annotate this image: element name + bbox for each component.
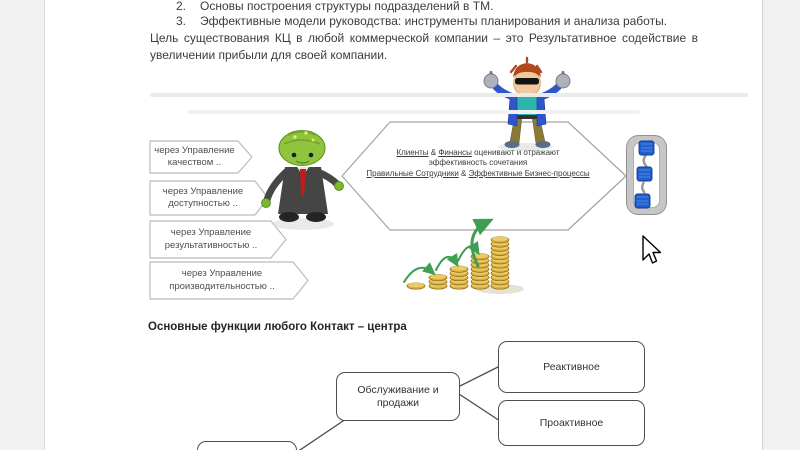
chevron-label-availability: через Управление доступностью ..	[162, 185, 244, 209]
mouse-cursor-icon	[636, 232, 666, 268]
chevron-label-quality: через Управление качеством ..	[154, 144, 235, 168]
arrow-text-line-3: Правильные Сотрудники & Эффективные Бизнес-процессы	[366, 168, 590, 178]
list-number: 2.	[176, 0, 187, 13]
flowchart-node-partial	[197, 441, 297, 450]
chevron-label-effectiveness: через Управление результативностью ..	[164, 227, 258, 251]
chevron-label-productivity: через Управление производительностью ..	[169, 268, 275, 292]
intro-paragraph: Цель существования КЦ в любой коммерческой компании – это Результативное содействие в увеличении прибыли для своей компании.	[150, 31, 698, 62]
chain-link-icon	[627, 136, 667, 215]
numbered-list-item	[176, 0, 493, 13]
arrow-text-line-2: эффективность сочетания	[428, 158, 528, 168]
faded-text-line	[188, 110, 640, 114]
faded-text-line	[150, 93, 748, 97]
flowchart-node-reactive: Реактивное	[498, 341, 645, 393]
money-bag-icon	[556, 71, 570, 88]
money-bag-icon	[484, 71, 498, 88]
list-text: Эффективные модели руководства: инструменты планирования и анализа работы.	[200, 14, 668, 28]
arrow-text-line-1: Клиенты & Финансы оценивают и отражают	[396, 148, 560, 157]
list-text: Основы построения структуры подразделений в ТМ.	[200, 0, 494, 13]
list-number: 3.	[176, 14, 187, 28]
section-heading: Основные функции любого Контакт – центра	[148, 321, 407, 333]
numbered-list-item	[176, 14, 667, 28]
flowchart-node-proactive: Проактивное	[498, 400, 645, 446]
flowchart-node-service-sales: Обслуживание и продажи	[336, 372, 460, 421]
double-arrow-text	[360, 148, 596, 179]
coin-growth-icon	[404, 222, 524, 294]
alien-character-icon	[262, 131, 344, 231]
